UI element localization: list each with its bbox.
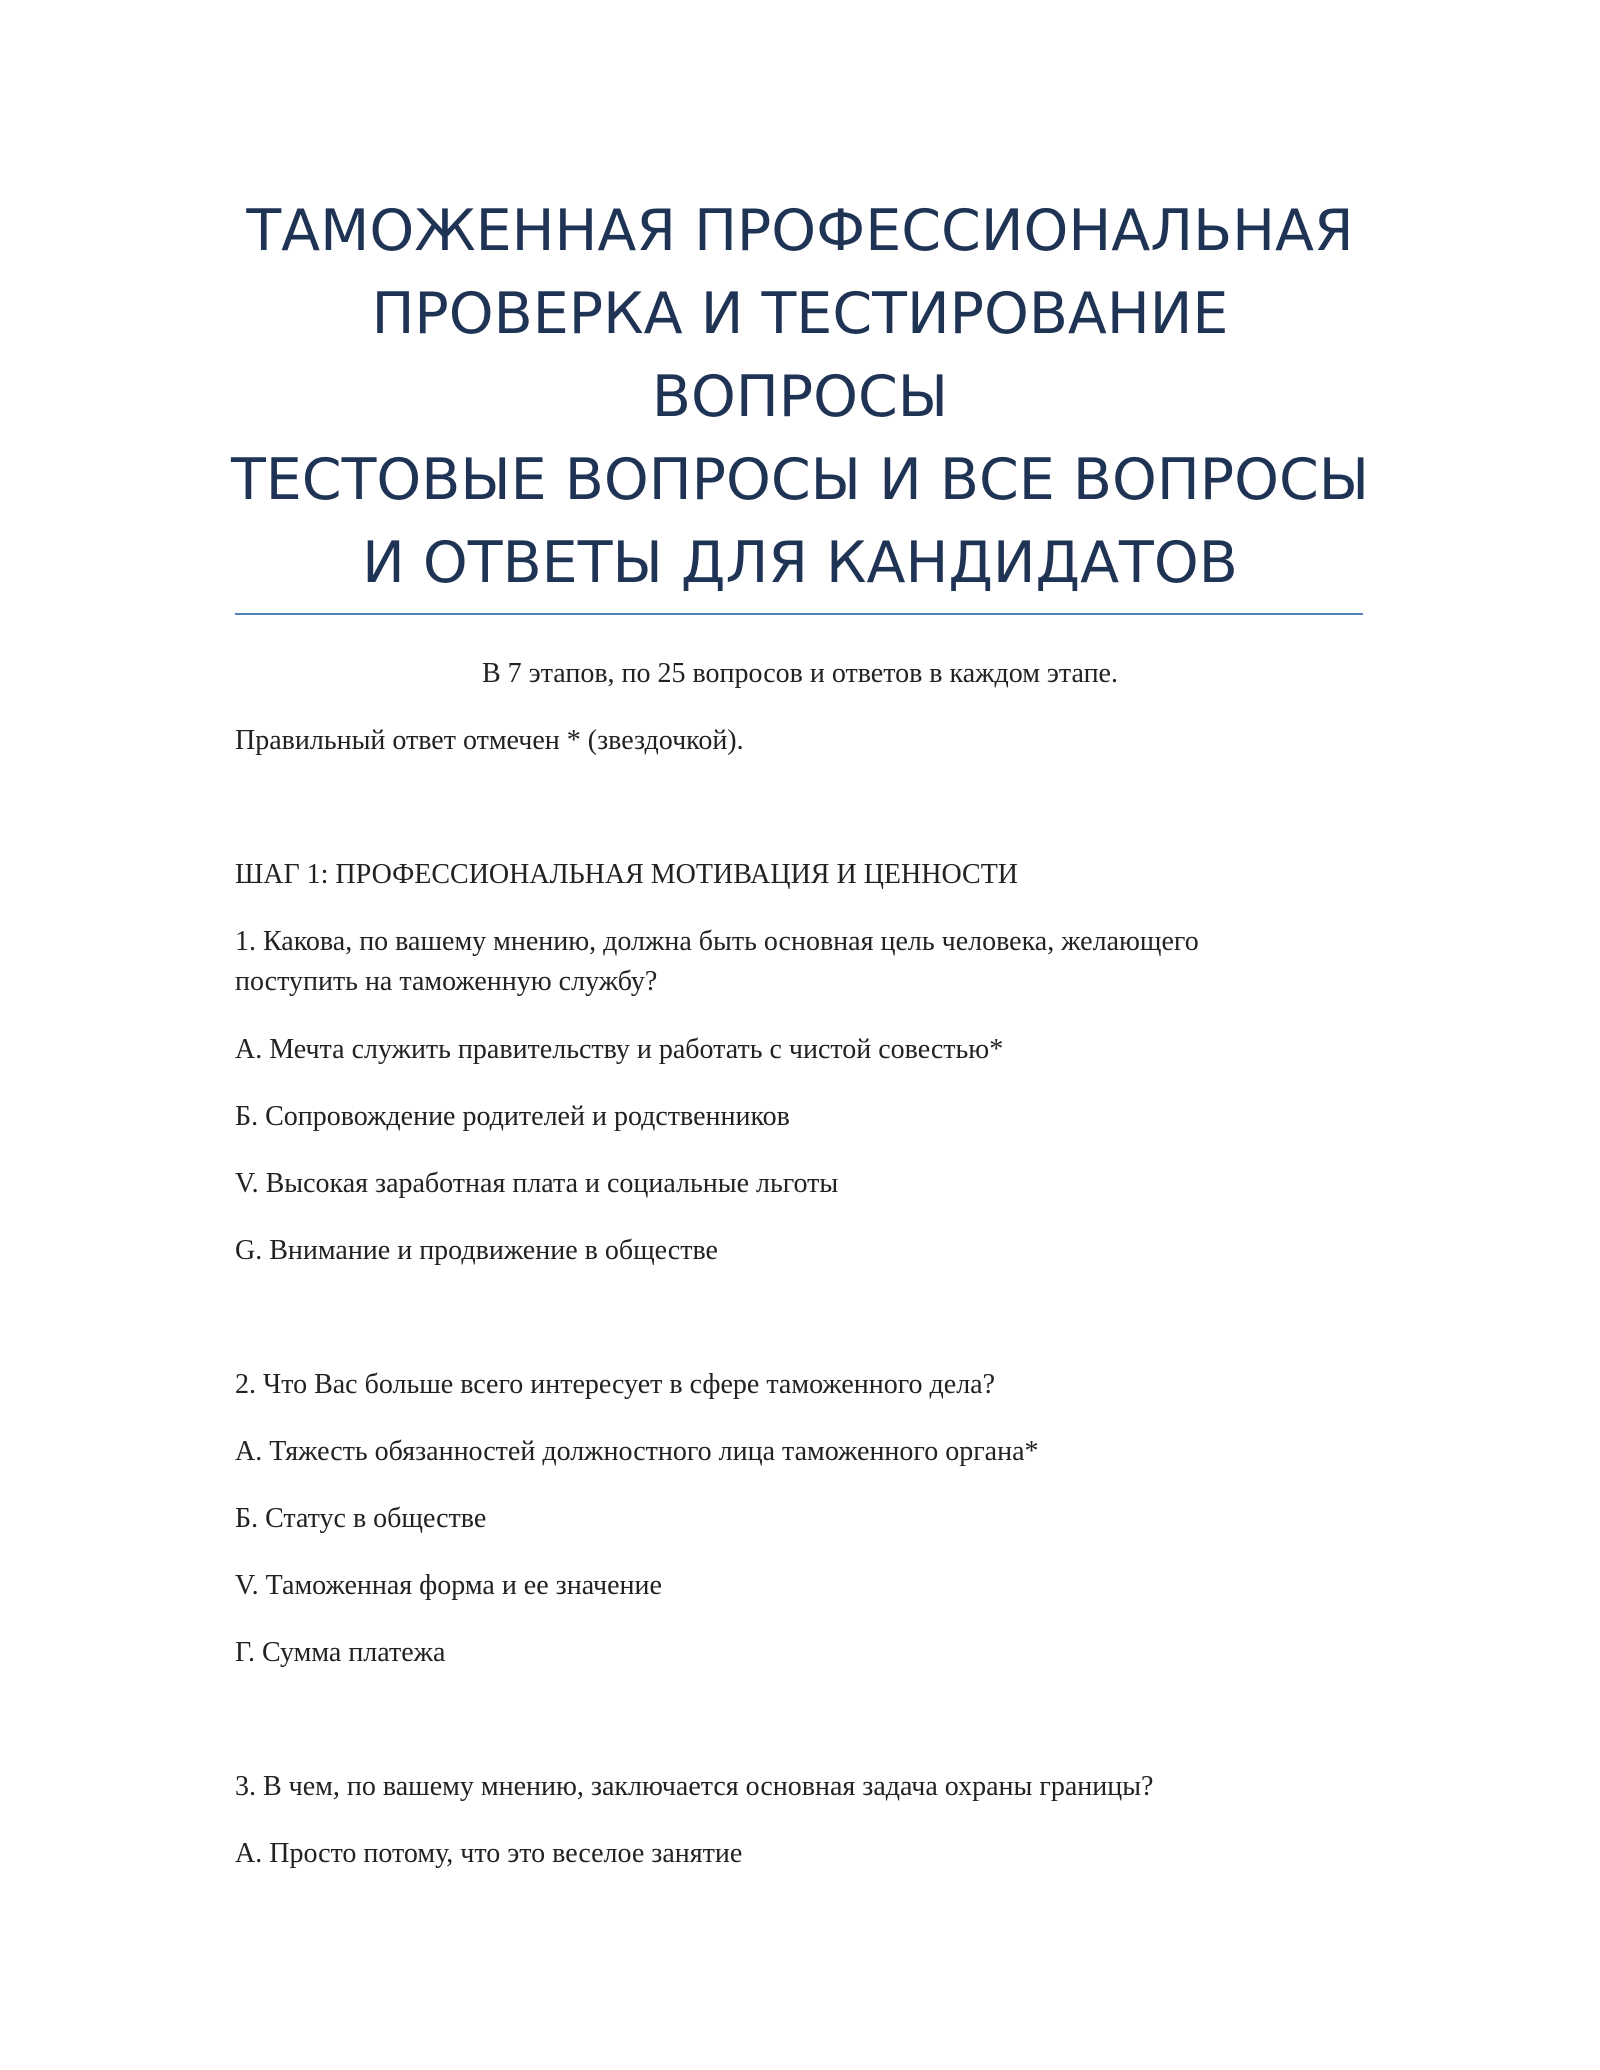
answer-option: G. Внимание и продвижение в обществе	[235, 1235, 718, 1266]
title-line: ТЕСТОВЫЕ ВОПРОСЫ И ВСЕ ВОПРОСЫ	[230, 447, 1370, 513]
intro-stages: В 7 этапов, по 25 вопросов и ответов в каждом этапе.	[482, 658, 1118, 689]
question-text-line: поступить на таможенную службу?	[235, 966, 658, 997]
step-heading: ШАГ 1: ПРОФЕССИОНАЛЬНАЯ МОТИВАЦИЯ И ЦЕННОСТИ	[235, 859, 1019, 890]
answer-option: А. Просто потому, что это веселое занятие	[235, 1838, 743, 1869]
title-divider	[235, 613, 1363, 615]
answer-option: А. Тяжесть обязанностей должностного лица таможенного органа*	[235, 1436, 1039, 1467]
title-line: ВОПРОСЫ	[651, 364, 949, 430]
answer-option: Б. Сопровождение родителей и родственников	[235, 1101, 790, 1132]
answer-option: Б. Статус в обществе	[235, 1503, 487, 1534]
intro-note: Правильный ответ отмечен * (звездочкой).	[235, 725, 744, 756]
question-1	[235, 922, 1365, 1002]
answer-option: А. Мечта служить правительству и работать с чистой совестью*	[235, 1034, 1004, 1065]
answer-option: V. Таможенная форма и ее значение	[235, 1570, 662, 1601]
answer-option: Г. Сумма платежа	[235, 1637, 446, 1668]
document-title	[200, 190, 1400, 605]
question-2: 2. Что Вас больше всего интересует в сфере таможенного дела?	[235, 1369, 996, 1400]
title-line: ПРОВЕРКА И ТЕСТИРОВАНИЕ	[371, 281, 1229, 347]
question-3: 3. В чем, по вашему мнению, заключается основная задача охраны границы?	[235, 1771, 1154, 1802]
title-line: ТАМОЖЕННАЯ ПРОФЕССИОНАЛЬНАЯ	[246, 198, 1354, 264]
question-text-line: 1. Какова, по вашему мнению, должна быть основная цель человека, желающего	[235, 926, 1199, 957]
title-line: И ОТВЕТЫ ДЛЯ КАНДИДАТОВ	[362, 530, 1238, 596]
answer-option: V. Высокая заработная плата и социальные льготы	[235, 1168, 839, 1199]
